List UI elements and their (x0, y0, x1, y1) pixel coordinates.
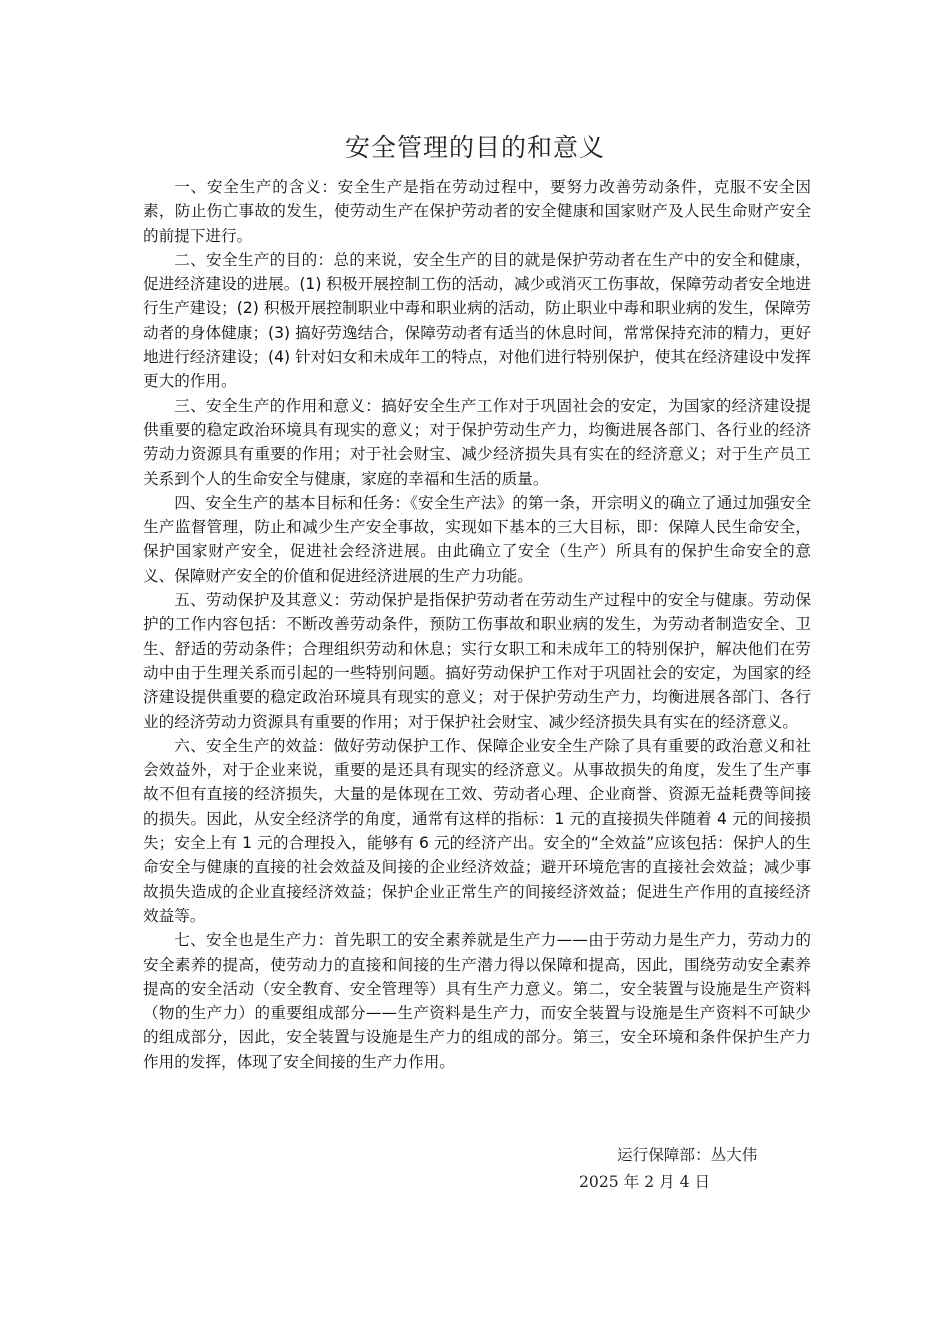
paragraph-7: 七、安全也是生产力：首先职工的安全素养就是生产力——由于劳动力是生产力，劳动力的安全素养的提高，使劳动力的直接和间接的生产潜力得以保障和提高，因此，围绕劳动安全素养提高的安全活动（安全教育、安全管理等）具有生产力意义。第二，安全装置与设施是生产资料（物的生产力）的重要组成部分——生产资料是生产力，而安全装置与设施是生产资料不可缺少的组成部分，因此，安全装置与设施是生产力的组成的部分。第三，安全环境和条件保护生产力作用的发挥，体现了安全间接的生产力作用。 (143, 931, 811, 1071)
paragraph-2: 二、安全生产的目的：总的来说，安全生产的目的就是保护劳动者在生产中的安全和健康，促进经济建设的进展。(1) 积极开展控制工伤的活动，减少或消灭工伤事故，保障劳动者安全地进行生产建设；(2) 积极开展控制职业中毒和职业病的活动，防止职业中毒和职业病的发生，保障劳动者的身体健康；(3) 搞好劳逸结合，保障劳动者有适当的休息时间，常常保持充沛的精力，更好地进行经济建设；(4) 针对妇女和未成年工的特点，对他们进行特别保护，使其在经济建设中发挥更大的作用。 (143, 250, 811, 391)
document-title: 安全管理的目的和意义 (344, 133, 605, 162)
document-date: 2025 年 2 月 4 日 (579, 1173, 711, 1191)
paragraph-5: 五、劳动保护及其意义：劳动保护是指保护劳动者在劳动生产过程中的安全与健康。劳动保护的工作内容包括：不断改善劳动条件，预防工伤事故和职业病的发生，为劳动者制造安全、卫生、舒适的劳动条件；合理组织劳动和休息；实行女职工和未成年工的特别保护，解决他们在劳动中由于生理关系而引起的一些特别问题。搞好劳动保护工作对于巩固社会的安定，为国家的经济建设提供重要的稳定政治环境具有现实的意义；对于保护劳动生产力，均衡进展各部门、各行业的经济劳动力资源具有重要的作用；对于保护社会财宝、减少经济损失具有实在的经济意义。 (143, 591, 811, 731)
paragraph-3: 三、安全生产的作用和意义：搞好安全生产工作对于巩固社会的安定，为国家的经济建设提供重要的稳定政治环境具有现实的意义；对于保护劳动生产力，均衡进展各部门、各行业的经济劳动力资源具有重要的作用；对于社会财宝、减少经济损失具有实在的经济意义；对于生产员工关系到个人的生命安全与健康，家庭的幸福和生活的质量。 (143, 396, 811, 488)
paragraph-4: 四、安全生产的基本目标和任务：《安全生产法》的第一条，开宗明义的确立了通过加强安全生产监督管理，防止和减少生产安全事故，实现如下基本的三大目标，即：保障人民生命安全，保护国家财产安全，促进社会经济进展。由此确立了安全（生产）所具有的保护生命安全的意义、保障财产安全的价值和促进经济进展的生产力功能。 (143, 493, 811, 585)
document-body (143, 175, 811, 1074)
paragraph-6: 六、安全生产的效益：做好劳动保护工作、保障企业安全生产除了具有重要的政治意义和社会效益外，对于企业来说，重要的是还具有现实的经济意义。从事故损失的角度，发生了生产事故不但有直接的经济损失，大量的是体现在工效、劳动者心理、企业商誉、资源无益耗费等间接的损失。因此，从安全经济学的角度，通常有这样的指标：1 元的直接损失伴随着 4 元的间接损失；安全上有 1 元的合理投入，能够有 6 元的经济产出。安全的“全效益”应该包括：保护人的生命安全与健康的直接的社会效益及间接的企业经济效益；避开环境危害的直接社会效益；减少事故损失造成的企业直接经济效益；保护企业正常生产的间接经济效益；促进生产作用的直接经济效益等。 (143, 736, 811, 925)
signature: 运行保障部：丛大伟 (617, 1146, 758, 1164)
paragraph-1: 一、安全生产的含义：安全生产是指在劳动过程中，要努力改善劳动条件，克服不安全因素，防止伤亡事故的发生，使劳动生产在保护劳动者的安全健康和国家财产及人民生命财产安全的前提下进行。 (143, 178, 811, 245)
